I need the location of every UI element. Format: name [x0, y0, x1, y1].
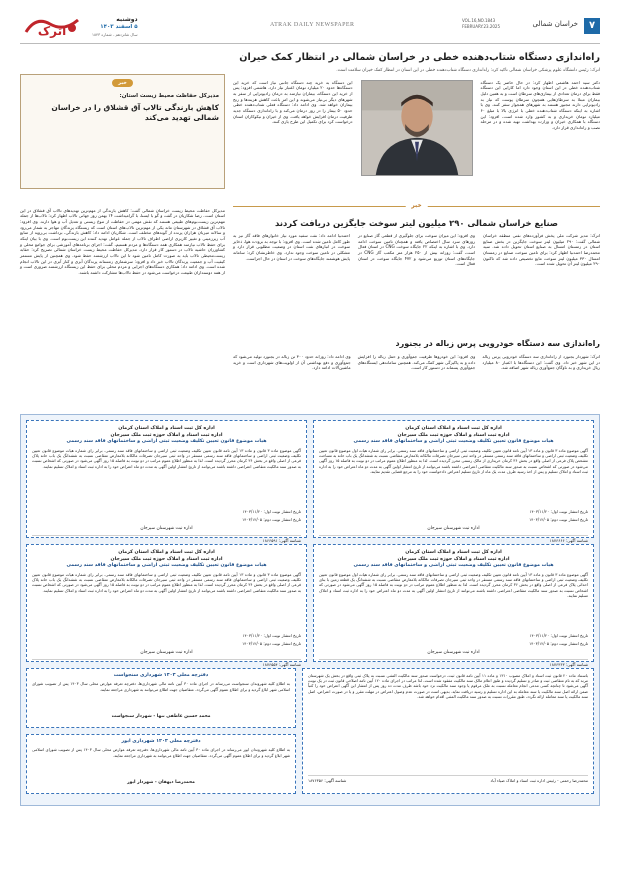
issue-number: سال شانزدهم - شماره ۱۸۴۳ [92, 31, 138, 37]
story3-col-2: وی افزود: این خودروها ظرفیت جمع‌آوری و حمل زباله را افزایش داده و به پاکیزگی شهر کمک می‌کند. همچنین ساماندهی ایستگاه‌های جمع‌آوری پسماند در دستور کار است. [357, 353, 476, 371]
english-date: FEBRUARY.23.2025 [462, 23, 500, 29]
sidebar-title: کاهش بارندگی تالاب آق قشلاق را در خراسان شمالی تهدید می‌کند [51, 102, 219, 122]
main-column [233, 74, 600, 198]
ad-date-2: تاریخ انتشار نوبت دوم: ۱۴۰۳/۱۲/۰۵ [242, 517, 301, 523]
ad-date-1: تاریخ انتشار نوبت اول: ۱۴۰۳/۱۱/۲۰ [529, 508, 588, 514]
ad-heading-3: هیات موضوع قانون تعیین تکلیف وضعیت ثبتی اراضی و ساختمانهای فاقد سند رسمی [353, 563, 554, 569]
ad-id: شناسه آگهی: ۱۸۷۶۵۵۴ [262, 662, 301, 668]
story2-headline: صنایع خراسان شمالی ۲۹۰ میلیون لیتر سوخت جایگزین دریافت کردند [275, 217, 558, 228]
legal-ad [313, 420, 594, 544]
ad-heading-1: اداره کل ثبت اسناد و املاک استان کرمان [405, 425, 502, 431]
ad-body: آگهی موضوع ماده ۳ قانون و ماده ۱۳ آیین نامه قانون تعیین تکلیف وضعیت ثبتی اراضی و ساختمانهای فاقد سند رسمی. برابر رای شماره هیات اول موضوع قانون تعیین تکلیف وضعیت ثبتی اراضی و ساختمانهای فاقد سند رسمی مستقر در واحد ثبتی سیرجان تصرفات مالکانه بلامعارض متقاضی نسبت به ششدانگ یک قطعه زمین با بنای احداثی پلاک فرعی از اصلی واقع در بخش ۳۶ کرمان محرز گردیده است. لذا به منظور اطلاع عموم مراتب در دو نوبت به فاصله ۱۵ روز آگهی می‌شود در صورتی که اشخاص نسبت به صدور سند مالکیت متقاضی اعتراضی داشته باشند می‌توانند از تاریخ انتشار اولین آگهی به مدت دو ماه اعتراض خود را به اداره ثبت اسناد و املاک تسلیم نمایند. [319, 571, 589, 598]
ad-date-2: تاریخ انتشار نوبت دوم: ۱۴۰۳/۱۲/۰۵ [529, 641, 588, 647]
ad-id: شناسه آگهی: ۱۸۷۶۶۶۶ [549, 538, 588, 544]
ad-heading-2: اداره ثبت اسناد و املاک حوزه ثبت ملک سیرجان [110, 433, 223, 439]
ad-heading-2: اداره ثبت اسناد و املاک حوزه ثبت ملک سیرجان [110, 557, 223, 563]
ad-body: آگهی موضوع ماده ۳ قانون و ماده ۱۳ آیین نامه قانون تعیین تکلیف وضعیت ثبتی اراضی و ساختمانهای فاقد سند رسمی. برابر رای شماره هیات موضوع قانون تعیین تکلیف وضعیت ثبتی اراضی و ساختمانهای فاقد سند رسمی مستقر در واحد ثبتی سیرجان تصرفات مالکانه بلامعارض متقاضی نسبت به ششدانگ یک باب خانه پلاک فرعی از اصلی واقع در بخش ۳۶ کرمان محرز گردیده است. لذا به منظور اطلاع عموم مراتب در دو نوبت به فاصله ۱۵ روز آگهی می‌شود در صورتی که اشخاص نسبت به صدور سند مالکیت متقاضی اعتراضی داشته باشند می‌توانند از تاریخ انتشار اولین آگهی به مدت دو ماه اعتراض خود را به اداره ثبت اسناد و املاک تسلیم نمایند. [32, 447, 302, 469]
legal-ad [26, 544, 307, 668]
ad-footer [319, 659, 588, 667]
legal-ad [26, 420, 307, 544]
municipal-ad-signature: محمدرضا دیهقان - شهردار ایور [127, 780, 195, 786]
municipal-ad-signature: محمد حسین عاطفی تنها - شهردار سنجواست [111, 714, 211, 720]
ad-footer [319, 535, 588, 543]
ad-heading-3: هیات موضوع قانون تعیین تکلیف وضعیت ثبتی اراضی و ساختمانهای فاقد سند رسمی [353, 439, 554, 445]
ad-signature: اداره ثبت شهرستان سیرجان [140, 649, 193, 655]
ad-footer [32, 535, 301, 543]
ad-date-2: تاریخ انتشار نوبت دوم: ۱۴۰۳/۱۲/۰۵ [242, 641, 301, 647]
ad-date-2: تاریخ انتشار نوبت دوم: ۱۴۰۳/۱۲/۰۵ [529, 517, 588, 523]
ad-date-1: تاریخ انتشار نوبت اول: ۱۴۰۳/۱۱/۲۰ [529, 632, 588, 638]
lost-deed-id: شناسه آگهی: ۱۸۷۶۳۵۶ [308, 777, 347, 783]
story2-tag-bar [233, 201, 600, 216]
municipal-ad [26, 734, 296, 794]
ads-area [20, 414, 600, 806]
municipal-ad [26, 668, 296, 728]
municipal-ad-title: دفترچه معلی ۱۴۰۳ شهرداری سنجواست [113, 672, 209, 678]
story2-tag: خبر [405, 202, 428, 210]
ad-body: آگهی موضوع ماده ۳ قانون و ماده ۱۳ آیین نامه قانون تعیین تکلیف وضعیت ثبتی اراضی و ساختمانهای فاقد سند رسمی. برابر رای شماره هیات اول موضوع قانون تعیین تکلیف وضعیت ثبتی اراضی و ساختمانهای فاقد سند رسمی مستقر در واحد ثبتی سیرجان تصرفات مالکانه بلامعارض متقاضی نسبت به ششدانگ یک باب خانه به مساحت مشخص پلاک فرعی از اصلی واقع در بخش ۳۶ کرمان خریداری از مالک رسمی محرز گردیده است. لذا به منظور اطلاع عموم مراتب در دو نوبت به فاصله ۱۵ روز آگهی می‌شود در صورتی که اشخاص نسبت به صدور سند مالکیت متقاضی اعتراضی داشته باشند می‌توانند از تاریخ انتشار اولین آگهی به مدت دو ماه اعتراض خود را به اداره ثبت اسناد و املاک تسلیم و پس از اخذ رسید ظرف مدت یک ماه از تاریخ تسلیم اعتراض دادخواست خود را به مرجع قضایی تقدیم نمایند. [319, 447, 588, 474]
logo-text: اترک [37, 24, 67, 38]
lost-deed-ad [302, 668, 594, 794]
ad-footer [32, 659, 301, 667]
atrak-logo [20, 10, 84, 42]
ad-body: آگهی موضوع ماده ۳ قانون و ماده ۱۳ آیین نامه قانون تعیین تکلیف وضعیت ثبتی اراضی و ساختمانهای فاقد سند رسمی. برابر رای شماره هیات موضوع قانون تعیین تکلیف وضعیت ثبتی اراضی و ساختمانهای فاقد سند رسمی مستقر در واحد ثبتی سیرجان تصرفات مالکانه بلامعارض متقاضی نسبت به ششدانگ یک باب خانه پلاک فرعی از اصلی واقع در بخش ۳۶ کرمان محرز گردیده است. لذا به منظور اطلاع عموم مراتب در دو نوبت به فاصله ۱۵ روز آگهی می‌شود در صورتی که اشخاص نسبت به صدور سند مالکیت متقاضی اعتراضی داشته باشند می‌توانند از تاریخ انتشار اولین آگهی به مدت دو ماه اعتراض خود را به اداره ثبت اسناد و املاک تسلیم نمایند. [32, 571, 302, 593]
lower-news [232, 201, 601, 406]
news-photo [361, 80, 473, 176]
section-name: خراسان شمالی [532, 20, 578, 28]
ad-heading-3: هیات موضوع قانون تعیین تکلیف وضعیت ثبتی اراضی و ساختمانهای فاقد سند رسمی [66, 563, 267, 569]
sidebar-box [20, 74, 225, 189]
municipal-ad-body: به اطلاع کلیه شهروندان ایور می‌رساند در اجرای ماده ۳۰ آیین نامه مالی شهرداری‌ها، دفترچه تعرفه عوارض محلی سال ۱۴۰۳ پس از تصویب شورای اسلامی شهر ابلاغ گردید و برای اطلاع عموم آگهی می‌گردد. متقاضیان جهت اطلاع می‌توانند به شهرداری مراجعه نمایند. [32, 747, 290, 758]
ad-date-1: تاریخ انتشار نوبت اول: ۱۴۰۳/۱۱/۲۰ [242, 632, 301, 638]
issue-meta [462, 18, 500, 29]
ad-grid [26, 420, 594, 668]
story2-col-3: احمدنیا ادامه داد: نفت سفید مورد نیاز خانوارهای فاقد گاز نیز به طور کامل تامین شده است. وی افزود: با توجه به برودت هوا، ذخایر سوخت در انبارهای نفت استان در وضعیت مطلوبی قرار دارد و مشکلی در تامین سوخت وجود ندارد. وی خاطرنشان کرد: سامانه پایش هوشمند جایگاه‌های سوخت در استان در حال اجراست. [233, 233, 350, 261]
sidebar-column [20, 204, 225, 406]
top-story [233, 80, 600, 198]
story3-headline: راه‌اندازی سه دستگاه خودرویی پرس زباله در بجنورد [395, 339, 600, 349]
ad-id: شناسه آگهی: ۱۸۷۶۳۶۳ [549, 662, 588, 668]
lost-deed-signature: محمدرضا رحمتی - رئیس اداره ثبت اسناد و املاک ضیاء آباد [490, 777, 588, 783]
date-block [92, 16, 138, 37]
ad-bottom-row [26, 668, 594, 800]
story3-col-3: وی ادامه داد: روزانه حدود ۳۰۰ تن زباله در بجنورد تولید می‌شود که جمع‌آوری و دفع بهداشتی آن از اولویت‌های شهرداری است و خرید ماشین‌آلات ادامه دارد. [232, 353, 351, 371]
masthead [20, 6, 600, 44]
ad-signature: اداره ثبت شهرستان سیرجان [140, 525, 193, 531]
volume-line: VOL.16,NO.1843 [462, 18, 496, 23]
sidebar-tag: خبر [112, 79, 133, 88]
top-story-col-2: این دستگاه به خرید چند دستگاه جانبی نیاز است که خرید این دستگاه‌ها حدود ۲۰ میلیارد تومان اعتبار نیاز دارد. هاشمی افزود: پس از خرید این دستگاه، بیماران نیازمند به درمان رادیوتراپی از سفر به شهرهای دیگر بی‌نیاز می‌شوند و این امر باعث کاهش هزینه‌ها و رنج بیماران خواهد شد. وی ادامه داد: دستگاه فعلی شتاب‌دهنده خطی حدود ۵۰ بیمار را در روز درمان می‌کند و با راه‌اندازی دستگاه جدید ظرفیت درمان افزایش خواهد یافت. وی از خیران و نیکوکاران استان درخواست کرد برای تکمیل این طرح یاری کنند. [233, 79, 353, 125]
ad-signature: اداره ثبت شهرستان سیرجان [427, 649, 480, 655]
ad-id: شناسه آگهی: ۱۸۶۶۵۹۱ [262, 538, 301, 544]
main-lead: اترک: رئیس دانشگاه علوم پزشکی خراسان شمالی تاکید کرد: راه‌اندازی دستگاه شتاب‌دهنده خطی در این استان در انتظار کمک خیران سلامت است. [336, 67, 600, 73]
sidebar-kicker: مدیرکل حفاظت محیط زیست استان: [119, 93, 219, 100]
ad-heading-3: هیات موضوع قانون تعیین تکلیف وضعیت ثبتی اراضی و ساختمانهای فاقد سند رسمی [66, 439, 267, 445]
ad-heading-1: اداره کل ثبت اسناد و املاک استان کرمان [118, 425, 215, 431]
lost-deed-footer [308, 775, 588, 783]
ad-heading-2: اداره ثبت اسناد و املاک حوزه ثبت ملک سیرجان [397, 433, 510, 439]
weekday: دوشنبه [116, 16, 138, 23]
story2-col-1: اترک: مدیر شرکت ملی پخش فرآورده‌های نفتی منطقه خراسان شمالی گفت: ۲۹۰ میلیون لیتر سوخت جایگزین در بخش صنایع استان در زمستان امسال به صنایع استان تحویل داده شد. سید محمدرضا احمدنیا اظهار کرد: برای تامین سوخت صنایع در زمستان امسال ۳۳۰ میلیون لیتر سوخت مایع تخصیص داده شد که تاکنون ۲۹۰ میلیون لیتر آن تحویل شده است. [483, 233, 601, 267]
municipal-ad-title: دفترچه معلی ۱۴۰۳ شهرداری ایور [121, 738, 201, 744]
ad-heading-1: اداره کل ثبت اسناد و املاک استان کرمان [405, 549, 502, 555]
legal-ad [313, 544, 594, 668]
ad-heading-2: اداره ثبت اسناد و املاک حوزه ثبت ملک سیرجان [397, 557, 510, 563]
ad-signature: اداره ثبت شهرستان سیرجان [427, 525, 480, 531]
persian-date: ۵ اسفند ۱۴۰۳ [100, 24, 138, 31]
story2-col-2: وی افزود: این میزان سوخت برای جلوگیری از قطعی گاز صنایع در روزهای سرد سال اختصاص یافته و همچنان تامین سوخت ادامه دارد. وی با اشاره به اینکه ۲۲ جایگاه سوخت CNG در استان فعال است، گفت: روزانه بیش از ۲۵۰ هزار متر مکعب گاز CNG در جایگاه‌های استان توزیع می‌شود و ۴۷۲ جایگاه سوخت در استان فعال است. [358, 233, 476, 267]
story3-col-1: اترک: شهردار بجنورد از راه‌اندازی سه دستگاه خودرویی پرس زباله در این شهر خبر داد. وی گفت: این دستگاه‌ها با اعتبار ۸۰ میلیارد ریال خریداری و به ناوگان جمع‌آوری زباله شهر اضافه شد. [482, 353, 600, 371]
english-name: ATRAK DAILY NEWSPAPER [270, 22, 355, 28]
municipal-ads [26, 668, 296, 800]
municipal-ad-body: به اطلاع کلیه شهروندان سنجواست می‌رساند در اجرای ماده ۳۰ آیین نامه مالی شهرداری‌ها، دفترچه تعرفه عوارض محلی سال ۱۴۰۳ پس از تصویب شورای اسلامی شهر ابلاغ گردید و برای اطلاع عموم آگهی می‌گردد. متقاضیان جهت اطلاع می‌توانند به شهرداری مراجعه نمایند. [32, 681, 290, 692]
lost-deed-body: باستناد ماده ۲۰ قانون ثبت اسناد و املاک مصوب ۱۳۱۰ و ماده ۱۱ آیین نامه قانون ثبت، درخواست صدور سند مالکیت المثنی نسبت به پلاک ثبتی واقع در بخش یک شهرستان مرند که به نام متقاضی ثبت و صادر و تسلیم گردیده و طبق اعلام مالک سند مالکیت مفقود شده است، لذا مراتب در اجرای ماده ۱۲۰ آیین نامه اصلاحی قانون ثبت در یک نوبت آگهی می‌شود تا چنانچه کسی مدعی انجام معامله نسبت به ملک مرقوم یا وجود سند مالکیت نزد خود باشد ظرف مدت ده روز پس از انتشار این آگهی اعتراض خود را کتباً ضمن ارائه اصل سند مالکیت یا سند معامله به این اداره تسلیم و رسید دریافت نماید. بدیهی است در صورت عدم وصول اعتراض در مهلت مقرر و یا در صورت اعتراض، اصل سند مالکیت یا سند معامله ارائه نگردد، طبق مقررات نسبت به صدور سند مالکیت المثنی اقدام خواهد شد. [308, 672, 589, 699]
sidebar-body: مدیرکل حفاظت محیط زیست خراسان شمالی گفت: کاهش بارندگی از مهم‌ترین تهدیدهای تالاب آق قشلاق در این استان است. رضا شکاریان در گفت و گو با ایسنا، با گرامیداشت ۱۴ بهمن روز جهانی تالاب اظهار کرد: تالاب‌ها از جمله مهم‌ترین زیست‌بوم‌های طبیعی هستند که نقش مهمی در حفاظت از تنوع زیستی و تعدیل آب و هوا دارند. وی افزود: تالاب آق قشلاق در شهرستان مانه یکی از مهم‌ترین تالاب‌های استان است که زیستگاه پرندگان مهاجر به شمار می‌رود و سالانه میزبان هزاران پرنده از گونه‌های مختلف است. شکاریان ادامه داد: کاهش بارندگی، برداشت بی‌رویه از منابع آب زیرزمینی و تغییر کاربری اراضی اطراف تالاب از جمله عوامل تهدید کننده این زیست‌بوم است. وی با بیان اینکه برای حفظ تالاب نیازمند همکاری همه دستگاه‌ها و مردم هستیم، گفت: اجرای برنامه‌های آموزشی برای جوامع محلی و کشاورزان حاشیه تالاب در دستور کار قرار دارد. مدیرکل حفاظت محیط زیست خراسان شمالی تصریح کرد: حقابه زیست‌محیطی تالاب باید به صورت کامل تامین شود تا این تالاب ارزشمند حفظ شود. وی همچنین از پایش مستمر کیفیت آب و جمعیت پرندگان تالاب خبر داد و افزود: سرشماری زمستانه پرندگان آبزی و کنار آبزی در این تالاب انجام شده است. وی ادامه داد: همکاری دستگاه‌های اجرایی و مردم محلی برای حفظ این زیستگاه ارزشمند ضروری است و از همه دوستداران طبیعت درخواست می‌شود در حفظ تالاب‌ها مشارکت داشته باشند. [20, 207, 225, 276]
main-headline: راه‌اندازی دستگاه شتاب‌دهنده خطی در خراسان شمالی در انتظار کمک خیران [239, 52, 600, 63]
top-story-col-1: دکتر سید احمد هاشمی اظهار کرد: در حال حاضر یک دستگاه شتاب‌دهنده خطی در این استان وجود دارد اما کارایی این دستگاه فقط برای درمان تعدادی از بیماری‌های سرطان است و به همین دلیل بیماران مبتلا به سرطان‌هایی همچون سرطان پوست که نیاز به رادیوتراپی دارند مجبور هستند به شهرهای همجوار سفر کنند. وی با اشاره به اینکه دستگاه شتاب‌دهنده خطی با انرژی بالا با مبلغ ۶۰ میلیارد تومان خریداری و به کشور وارد شده است، افزود: این دستگاه با همکاری خیران و وزارت بهداشت تهیه شده و در مرحله نصب و راه‌اندازی قرار دارد. [480, 79, 600, 131]
ad-heading-1: اداره کل ثبت اسناد و املاک استان کرمان [118, 549, 215, 555]
ad-date-1: تاریخ انتشار نوبت اول: ۱۴۰۳/۱۱/۲۰ [242, 508, 301, 514]
page-number: ۷ [584, 18, 600, 34]
